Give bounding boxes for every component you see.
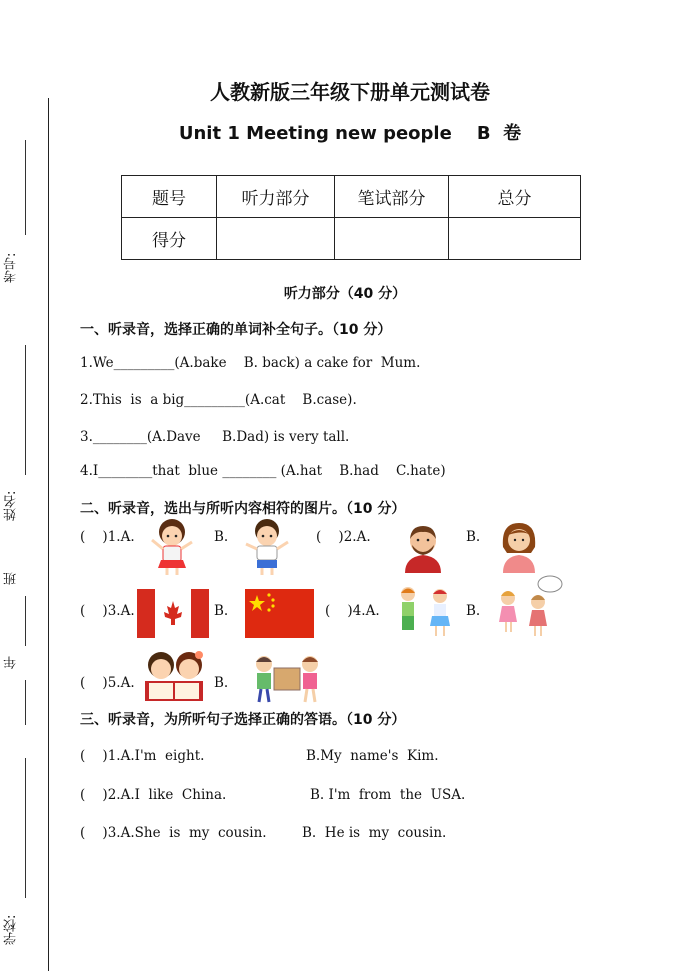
woman-picture[interactable]: [497, 519, 541, 573]
china-flag-picture[interactable]: [245, 589, 314, 638]
score-cell-writing[interactable]: [335, 218, 449, 260]
grade-line[interactable]: [25, 680, 26, 725]
score-cell-listening[interactable]: [217, 218, 335, 260]
q4-b-label[interactable]: B.: [466, 603, 481, 619]
listening-section-header: 听力部分（40 分）: [283, 286, 407, 302]
part3-option-a[interactable]: ( )2.A.I like China.: [80, 787, 227, 803]
part3-heading: 三、听录音，为所听句子选择正确的答语。（10 分）: [80, 712, 406, 728]
two-kids-picture[interactable]: [392, 584, 460, 640]
part3-option-b[interactable]: B. He is my cousin.: [302, 825, 447, 841]
part1-item[interactable]: 2.This is a big_________(A.cat B.case).: [80, 392, 357, 408]
part1-heading: 一、听录音，选择正确的单词补全句子。（10 分）: [80, 322, 392, 338]
part1-item[interactable]: 4.I________that blue ________ (A.hat B.had C.hate): [80, 463, 446, 479]
table-header-cell: 笔试部分: [335, 176, 449, 218]
girl-waving-picture[interactable]: [146, 516, 198, 576]
part2-heading: 二、听录音，选出与所听内容相符的图片。（10 分）: [80, 501, 406, 517]
q2-b-label[interactable]: B.: [466, 529, 481, 545]
binding-line: [48, 98, 49, 971]
part1-item[interactable]: 3.________(A.Dave B.Dad) is very tall.: [80, 429, 350, 445]
boy-waving-picture[interactable]: [241, 516, 293, 576]
page-subtitle: Unit 1 Meeting new people B 卷: [178, 123, 522, 144]
name-label: 姓名:: [4, 490, 19, 522]
table-header-cell: 听力部分: [217, 176, 335, 218]
exam-no-line[interactable]: [25, 140, 26, 235]
school-line[interactable]: [25, 758, 26, 898]
score-row-label: 得分: [122, 218, 217, 260]
class-label: 班: [4, 572, 19, 586]
part1-item[interactable]: 1.We_________(A.bake B. back) a cake for Mum.: [80, 355, 421, 371]
part3-option-a[interactable]: ( )3.A.She is my cousin.: [80, 825, 267, 841]
part3-option-a[interactable]: ( )1.A.I'm eight.: [80, 748, 205, 764]
q4-label[interactable]: ( )4.A.: [325, 603, 380, 619]
part3-option-b[interactable]: B.My name's Kim.: [306, 748, 439, 764]
two-girls-talking-picture[interactable]: [494, 574, 564, 640]
canada-flag-picture[interactable]: [137, 589, 209, 638]
page-title: 人教新版三年级下册单元测试卷: [210, 80, 490, 104]
q5-label[interactable]: ( )5.A.: [80, 675, 135, 691]
kids-carrying-box-picture[interactable]: [252, 650, 322, 704]
kids-reading-picture[interactable]: [139, 645, 209, 703]
table-header-cell: 题号: [122, 176, 217, 218]
class-line[interactable]: [25, 596, 26, 646]
q5-b-label[interactable]: B.: [214, 675, 229, 691]
q1-b-label[interactable]: B.: [214, 529, 229, 545]
grade-label: 年: [4, 656, 19, 670]
q2-label[interactable]: ( )2.A.: [316, 529, 371, 545]
man-picture[interactable]: [397, 521, 449, 573]
q1-label[interactable]: ( )1.A.: [80, 529, 135, 545]
name-line[interactable]: [25, 345, 26, 475]
school-label: 学校:: [4, 914, 19, 946]
q3-label[interactable]: ( )3.A.: [80, 603, 135, 619]
score-table: [121, 175, 581, 260]
score-cell-total[interactable]: [449, 218, 581, 260]
table-header-cell: 总分: [449, 176, 581, 218]
q3-b-label[interactable]: B.: [214, 603, 229, 619]
part3-option-b[interactable]: B. I'm from the USA.: [310, 787, 466, 803]
exam-no-label: 考号:: [4, 252, 19, 284]
